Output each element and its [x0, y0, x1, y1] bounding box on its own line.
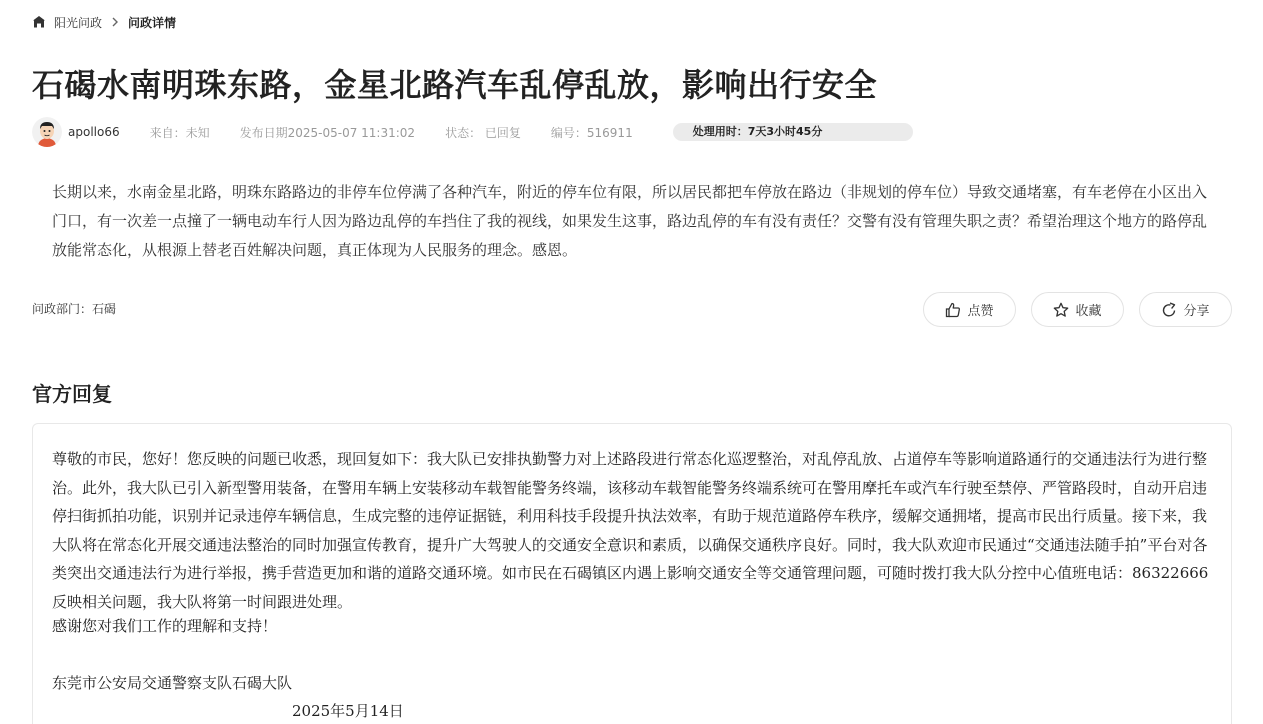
- post-number: 编号：516911: [550, 125, 633, 140]
- avatar[interactable]: [32, 117, 62, 147]
- chevron-right-icon: [111, 17, 119, 27]
- author-name[interactable]: apollo66: [68, 125, 120, 139]
- processing-time-badge: 处理用时：7天3小时45分: [673, 123, 913, 141]
- breadcrumb-current: 问政详情: [128, 15, 177, 30]
- reply-thanks: 感谢您对我们工作的理解和支持！: [52, 617, 278, 635]
- breadcrumb-home-link[interactable]: 阳光问政: [54, 15, 103, 30]
- home-icon[interactable]: [32, 15, 46, 29]
- breadcrumb: [32, 13, 176, 31]
- reply-date: 2025年5月14日: [292, 702, 404, 720]
- share-button[interactable]: [1139, 292, 1232, 327]
- favorite-label: 收藏: [1075, 304, 1102, 319]
- share-label: 分享: [1183, 304, 1210, 319]
- official-reply-heading: 官方回复: [32, 382, 112, 406]
- thumbs-up-icon: [945, 302, 961, 318]
- like-button[interactable]: [923, 292, 1016, 327]
- reply-signer: 东莞市公安局交通警察支队石碣大队: [52, 674, 293, 692]
- post-meta: [32, 116, 913, 148]
- share-icon: [1161, 302, 1177, 318]
- post-source: 来自：未知: [149, 125, 210, 140]
- publish-date: 发布日期2025-05-07 11:31:02: [239, 125, 416, 140]
- department-label: 问政部门：石碣: [32, 302, 117, 316]
- like-label: 点赞: [967, 304, 994, 319]
- post-status: 状态： 已回复: [445, 125, 521, 140]
- reply-body: 尊敬的市民，您好！您反映的问题已收悉，现回复如下：我大队已安排执勤警力对上述路段进行常态化巡逻整治，对乱停乱放、占道停车等影响道路通行的交通违法行为进行整治。此外，我大队已引入新型警用装备，在警用车辆上安装移动车载智能警务终端，该移动车载智能警务终端系统可在警用摩托车或汽车行驶至禁停、严管路段时，自动开启违停扫街抓拍功能，识别并记录违停车辆信息，生成完整的违停证据链，利用科技手段提升执法效率，有助于规范道路停车秩序，缓解交通拥堵，提高市民出行质量。接下来，我大队将在常态化开展交通违法整治的同时加强宣传教育，提升广大驾驶人的交通安全意识和素质，以确保交通秩序良好。同时，我大队欢迎市民通过“交通违法随手拍”平台对各类突出交通违法行为进行举报，携手营造更加和谐的道路交通环境。如市民在石碣镇区内遇上影响交通安全等交通管理问题，可随时拨打我大队分控中心值班电话：86322666反映相关问题，我大队将第一时间跟进处理。: [52, 450, 1209, 611]
- page-title: 石碣水南明珠东路，金星北路汽车乱停乱放，影响出行安全: [32, 66, 878, 104]
- favorite-button[interactable]: [1031, 292, 1124, 327]
- post-content: 长期以来，水南金星北路，明珠东路路边的非停车位停满了各种汽车，附近的停车位有限，所以居民都把车停放在路边（非规划的停车位）导致交通堵塞，有车老停在小区出入门口，有一次差一点撞了一辆电动车行人因为路边乱停的车挡住了我的视线，如果发生这事，路边乱停的车有没有责任？交警有没有管理失职之责？希望治理这个地方的路停乱放能常态化，从根源上替老百姓解决问题，真正体现为人民服务的理念。感恩。: [52, 183, 1208, 259]
- star-icon: [1053, 302, 1069, 318]
